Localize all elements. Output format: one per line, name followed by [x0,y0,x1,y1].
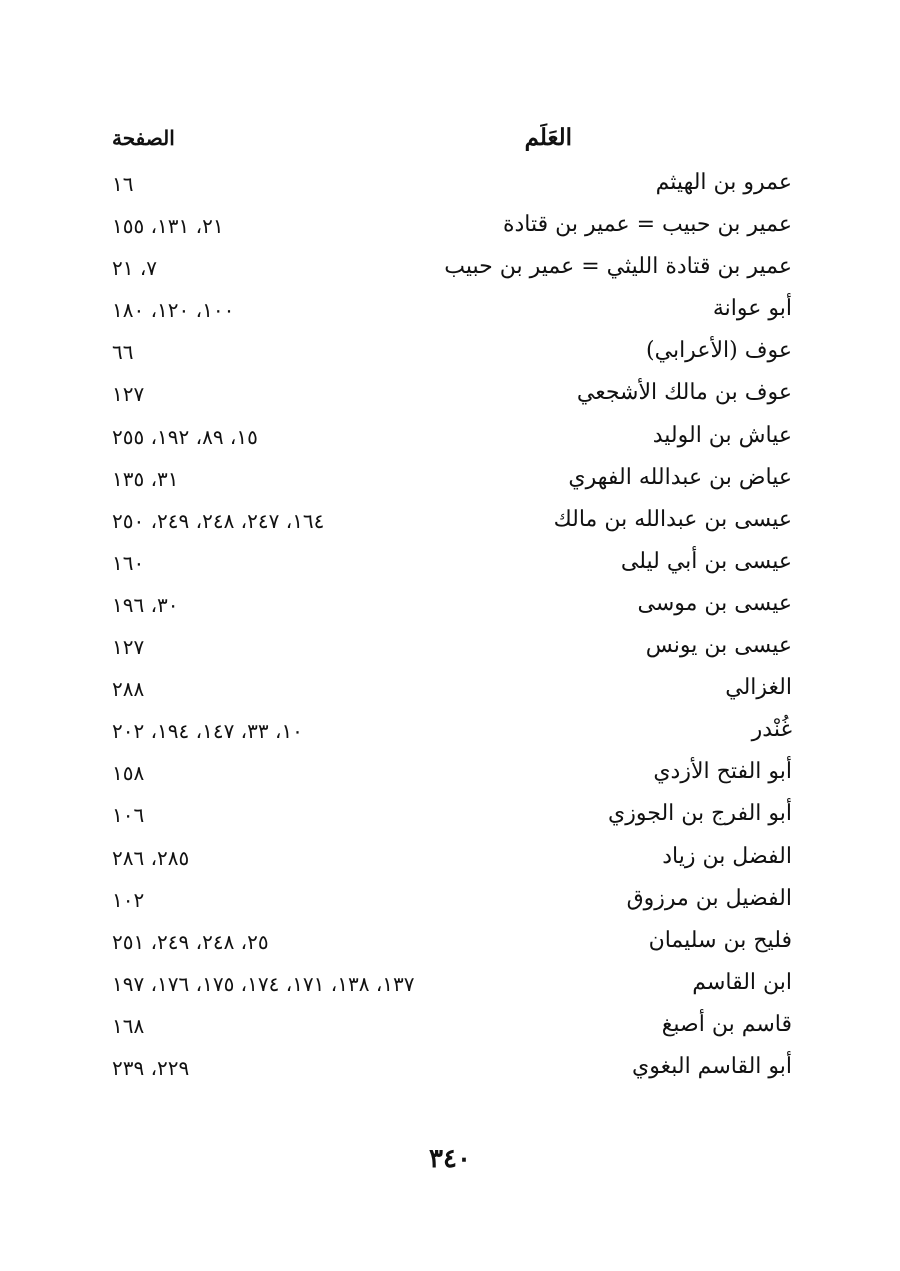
entry-name: الفضل بن زياد [662,843,792,869]
page-column-header: الصفحة [112,126,175,150]
index-row [112,294,792,336]
entry-pages: ١٠٠، ١٢٠، ١٨٠ [112,298,235,323]
index-row [112,884,792,926]
index-row [112,673,792,715]
index-row [112,1010,792,1052]
index-header [112,124,792,164]
entry-name: أبو القاسم البغوي [632,1053,792,1079]
entry-name: عيسى بن عبدالله بن مالك [553,506,792,532]
entry-name: عمير بن قتادة الليثي = عمير بن حبيب [444,254,792,280]
index-row [112,421,792,463]
entry-name: أبو عوانة [712,296,792,322]
entry-pages: ١٦٨ [112,1013,145,1038]
index-row [112,799,792,841]
entry-pages: ٧، ٢١ [112,256,158,281]
entry-name: عوف (الأعرابي) [646,338,792,364]
entry-pages: ٢٢٩، ٢٣٩ [112,1055,190,1080]
entry-name: عمير بن حبيب = عمير بن قتادة [502,212,792,238]
entry-pages: ٢٨٨ [112,677,145,702]
entry-name: الغزالي [725,675,792,701]
entry-pages: ١٦٠ [112,550,145,575]
entry-name: أبو الفرج بن الجوزي [608,801,792,827]
index-row [112,631,792,673]
index-row [112,1052,792,1094]
index-row [112,926,792,968]
entry-name: عيسى بن يونس [645,633,792,659]
index-row [112,968,792,1010]
entry-name: أبو الفتح الأزدي [653,759,792,785]
page-number: ٣٤٠ [429,1144,471,1174]
entry-name: غُنْدر [751,717,792,743]
index-entries [112,168,792,1094]
entry-pages: ١٠٦ [112,803,145,828]
entry-name: عيسى بن موسى [637,590,792,616]
entry-pages: ١٢٧ [112,635,145,660]
entry-name: عيسى بن أبي ليلى [620,548,792,574]
entry-name: فليح بن سليمان [648,927,792,953]
index-row [112,463,792,505]
entry-name: ابن القاسم [692,969,792,995]
entry-pages: ١٦٤، ٢٤٧، ٢٤٨، ٢٤٩، ٢٥٠ [112,508,325,533]
entry-name: عمرو بن الهيثم [655,170,792,195]
index-row [112,168,792,210]
entry-pages: ١٦ [112,172,134,196]
entry-name: عياض بن عبدالله الفهري [568,464,792,490]
index-row [112,842,792,884]
index-row [112,378,792,420]
entry-pages: ٦٦ [112,340,134,365]
index-row [112,336,792,378]
index-row [112,505,792,547]
entry-pages: ٣١، ١٣٥ [112,466,179,491]
entry-name: قاسم بن أصبغ [661,1011,792,1037]
entry-pages: ١٠، ٣٣، ١٤٧، ١٩٤، ٢٠٢ [112,719,303,744]
index-row [112,547,792,589]
entry-pages: ٢٥، ٢٤٨، ٢٤٩، ٢٥١ [112,929,269,954]
entry-pages: ٢١، ١٣١، ١٥٥ [112,214,224,239]
entry-name: الفضيل بن مرزوق [626,885,792,911]
entry-name: عياش بن الوليد [652,422,792,448]
index-row [112,757,792,799]
entry-pages: ١٠٢ [112,887,145,912]
index-row [112,715,792,757]
index-row [112,589,792,631]
entry-pages: ١٢٧ [112,382,145,407]
entry-name: عوف بن مالك الأشجعي [576,380,792,406]
entry-pages: ١٥٨ [112,761,145,786]
entry-pages: ٣٠، ١٩٦ [112,592,179,617]
entry-pages: ١٥، ٨٩، ١٩٢، ٢٥٥ [112,424,258,449]
index-row [112,210,792,252]
name-column-header: العَلَم [524,124,572,151]
entry-pages: ١٣٧، ١٣٨، ١٧١، ١٧٤، ١٧٥، ١٧٦، ١٩٧ [112,971,415,996]
entry-pages: ٢٨٥، ٢٨٦ [112,845,190,870]
index-row [112,252,792,294]
